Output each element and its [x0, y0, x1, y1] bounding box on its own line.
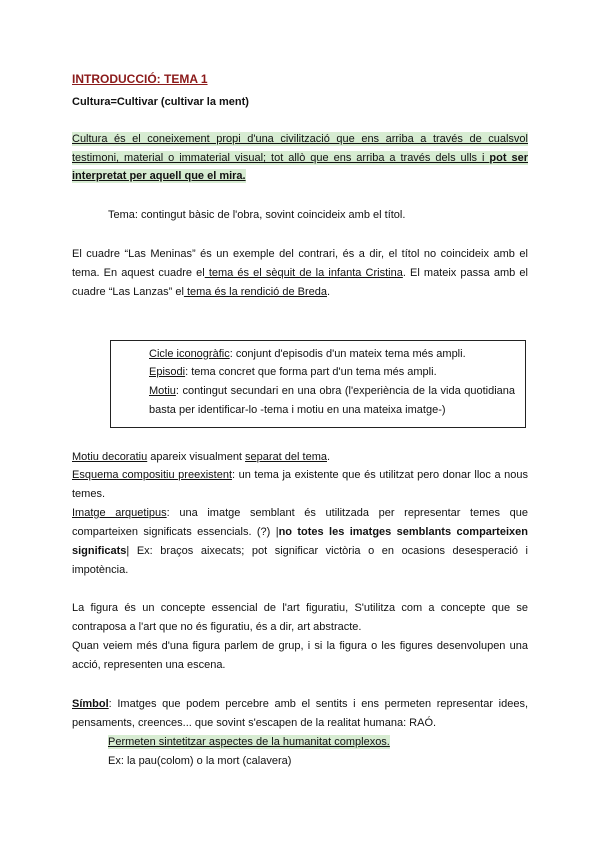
motiu-decoratiu-term: Motiu decoratiu — [72, 451, 148, 463]
motiu-decoratiu-emphasis: separat del tema — [245, 451, 327, 463]
figura-line-3: Quan veiem més d'una figura parlem de grup, i si la figura o les figures desenvolupen una — [72, 640, 528, 652]
arquetipus-line-3 — [72, 544, 528, 558]
arquetipus-line-4: impotència. — [72, 564, 129, 576]
simbol-term: Símbol — [72, 698, 109, 710]
arquetipus-line-2 — [72, 525, 528, 539]
figura-line-1: La figura és un concepte essencial de l'art figuratiu, S'utilitza com a concepte que se — [72, 602, 528, 614]
box-item-cicle — [149, 347, 466, 361]
culture-definition-emphasis: pot ser — [489, 152, 528, 164]
simbol-line-2: pensaments, creences... que sovint s'escapen de la realitat humana: RAÓ. — [72, 717, 437, 729]
box-item-motiu — [149, 384, 515, 398]
cicle-text: : conjunt d'episodis d'un mateix tema més ampli. — [229, 348, 466, 360]
figura-line-4: acció, representen una escena. — [72, 659, 226, 671]
arquetipus-emphasis-2: significats — [72, 545, 127, 557]
arquetipus-example: | Ex: braços aixecats; pot significar victòria o en ocasions desesperació i — [126, 545, 528, 557]
arquetipus-text: : una imatge semblant és utilitzada per representar temes que — [166, 507, 528, 519]
subtitle: Cultura=Cultivar (cultivar la ment) — [72, 96, 249, 108]
motiu-decoratiu-text: apareix visualment — [147, 451, 246, 463]
lanzas-text: cuadre “Las Lanzas” el — [72, 286, 184, 298]
imatge-arquetipus — [72, 506, 528, 520]
simbol-line-4: Ex: la pau(colom) o la mort (calavera) — [108, 755, 292, 767]
motiu-decoratiu-end: . — [326, 451, 331, 463]
meninas-paragraph-line-1: El cuadre “Las Meninas” és un exemple del contrari, és a dir, el títol no coincideix amb el — [72, 248, 528, 260]
esquema-compositiu — [72, 468, 528, 482]
meninas-text: tema. En aquest cuadre el — [72, 267, 205, 279]
page-title: INTRODUCCIÓ: TEMA 1 — [72, 72, 208, 86]
meninas-text-end: . El mateix passa amb el — [402, 267, 528, 279]
figura-line-2: contraposa a l'art que no és figuratiu, és a dir, art abstracte. — [72, 621, 362, 633]
arquetipus-emphasis: no totes les imatges semblants comparteixen — [278, 526, 528, 538]
culture-definition-text: testimoni, material o immaterial visual; tot allò que ens arriba a través dels ulls i — [72, 152, 490, 164]
definitions-box — [110, 340, 526, 428]
box-item-episodi — [149, 365, 437, 379]
simbol-text: : Imatges que podem percebre amb el sentits i ens permeten representar idees, — [108, 698, 528, 710]
box-item-motiu-line-2: basta per identificar-lo -tema i motiu en una mateixa imatge-) — [149, 404, 446, 416]
esquema-term: Esquema compositiu preexistent — [72, 469, 232, 481]
esquema-text: : un tema ja existente que és utilitzat pero donar lloc a nous — [232, 469, 529, 481]
motiu-term: Motiu — [149, 385, 176, 397]
arquetipus-text-2: comparteixen significats essencials. (?) | — [72, 526, 279, 538]
meninas-theme: tema és el sèquit de la infanta Cristina — [204, 267, 403, 279]
lanzas-line — [72, 285, 330, 299]
lanzas-theme: tema és la rendició de Breda — [183, 286, 327, 298]
arquetipus-term: Imatge arquetipus — [72, 507, 167, 519]
culture-definition-line-1: Cultura és el coneixement propi d'una civilització que ens arriba a través de cualsvol — [72, 133, 528, 145]
tema-definition: Tema: contingut bàsic de l'obra, sovint coincideix amb el títol. — [108, 209, 406, 221]
cicle-term: Cicle iconogràfic — [149, 348, 230, 360]
esquema-line-2: temes. — [72, 488, 106, 500]
motiu-decoratiu — [72, 450, 330, 464]
simbol-line-3: Permeten sintetitzar aspectes de la humanitat complexos. — [108, 736, 390, 748]
culture-definition-line-2 — [72, 151, 528, 165]
motiu-text: : contingut secundari en una obra (l'experiència de la vida quotidiana — [175, 385, 515, 397]
simbol-line-1 — [72, 697, 528, 711]
culture-definition-line-3: interpretat per aquell que el mira. — [72, 170, 246, 182]
episodi-text: : tema concret que forma part d'un tema més ampli. — [185, 366, 437, 378]
episodi-term: Episodi — [149, 366, 186, 378]
meninas-paragraph-line-2 — [72, 266, 528, 280]
lanzas-end: . — [327, 286, 331, 298]
